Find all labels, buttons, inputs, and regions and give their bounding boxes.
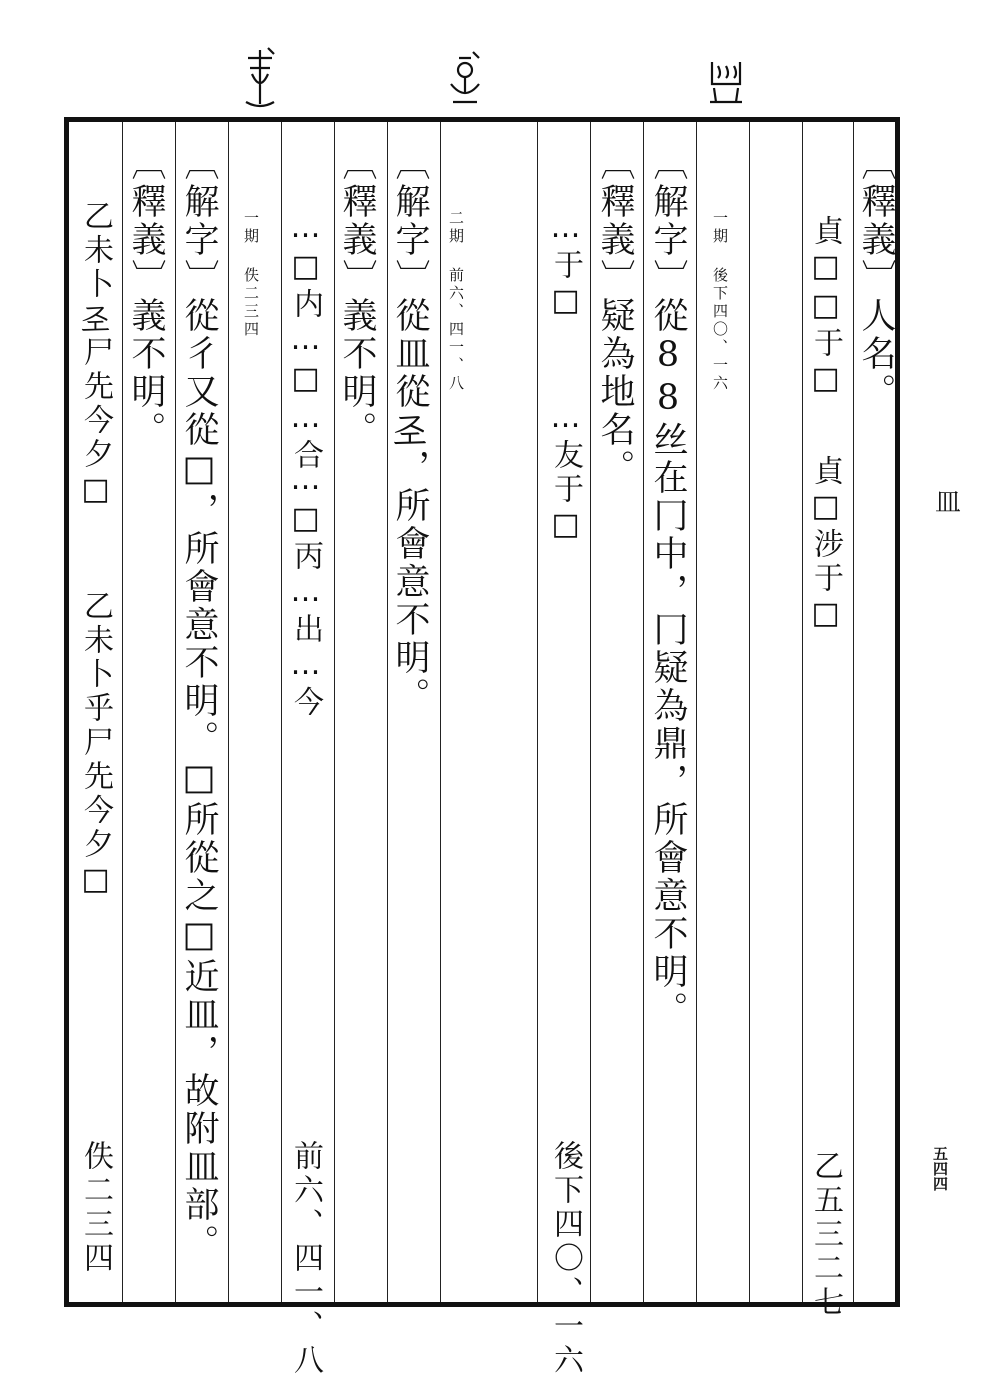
radical-title: 皿 (935, 488, 962, 518)
column-rule (440, 122, 441, 1302)
entry-1-shiyi: 〔釋義〕人名。 (856, 145, 896, 411)
entry-1-source: 乙五三二七 (808, 1150, 843, 1320)
entry-2-period: 一期 後下四〇、一六 (711, 210, 729, 393)
entry-4-source: 佚二三四 (78, 1140, 113, 1276)
column-rule (175, 122, 176, 1302)
entry-4-period: 一期 佚二三四 (242, 210, 260, 339)
column-rule (590, 122, 591, 1302)
entry-4-shiyi: 〔釋義〕義不明。 (126, 145, 166, 449)
column-rule (853, 122, 854, 1302)
entry-3-period: 二期 前六、四一、八 (447, 210, 465, 393)
column-rule (749, 122, 750, 1302)
page-number: 五四四 (931, 1146, 949, 1191)
column-rule (334, 122, 335, 1302)
oracle-glyph-icon (240, 44, 280, 114)
column-rule (537, 122, 538, 1302)
entry-3-shiyi: 〔釋義〕義不明。 (337, 145, 377, 449)
entry-4-inscription: 乙未卜𢀖尸先今夕□ (78, 200, 113, 511)
column-rule (387, 122, 388, 1302)
oracle-glyph-icon (706, 44, 746, 114)
entry-4-inscription-2: 乙未卜乎尸先今夕□ (78, 590, 113, 901)
column-rule (802, 122, 803, 1302)
column-rule (122, 122, 123, 1302)
column-rule (643, 122, 644, 1302)
column-rule (281, 122, 282, 1302)
entry-1-inscription: 貞□□于□ (808, 215, 843, 400)
entry-3-jiezi: 〔解字〕從皿從𢀖，所會意不明。 (390, 145, 430, 715)
entry-3-inscription: …□内…□…合 (288, 210, 323, 473)
entry-3-source: 前六、四一、八 (288, 1140, 323, 1378)
column-rule (696, 122, 697, 1302)
entry-3-inscription-2: …□丙…出…今 (288, 462, 323, 720)
entry-2-inscription-2: …友于□ (548, 400, 583, 546)
entry-4-jiezi: 〔解字〕從彳又從□，所會意不明。□所從之□近皿，故附皿部。 (179, 145, 219, 1262)
entry-2-source: 後下四〇、一六 (548, 1140, 583, 1378)
entry-2-inscription: …于□ (548, 210, 583, 322)
oracle-glyph-icon (445, 44, 485, 114)
entry-2-shiyi: 〔釋義〕疑為地名。 (595, 145, 635, 487)
entry-2-jiezi: 〔解字〕從88丝在冂中，冂疑為鼎，所會意不明。 (648, 145, 688, 1029)
column-rule (228, 122, 229, 1302)
entry-1-inscription-2: 貞□涉于□ (808, 455, 843, 635)
